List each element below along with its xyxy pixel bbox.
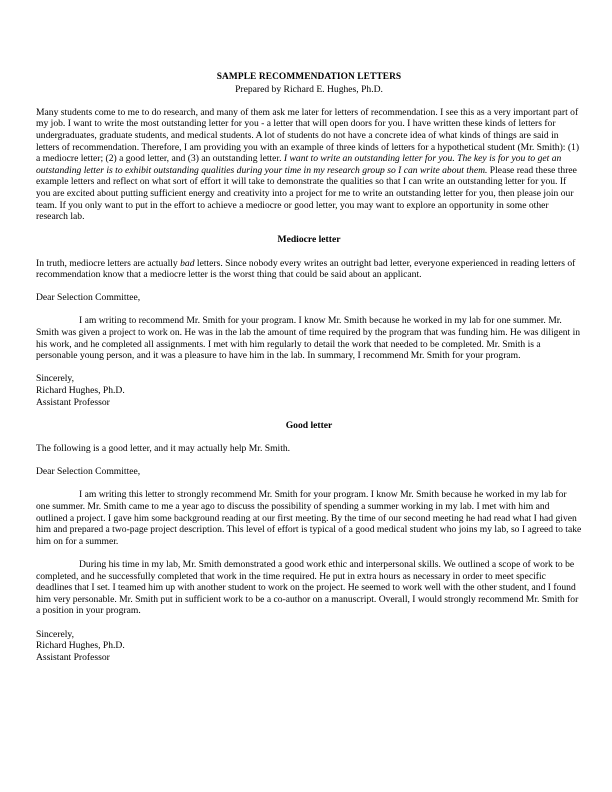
- intro-text-2: Please read these three example letters and reflect on what sort of effort it will take to demonstrate the qualities so that I can write an outstanding letter for you. If you are excited about putting sufficient energy and creativity into a project for me to write an outstanding letter for you, then please join our team. If you only want to put in the effort to achieve a mediocre or good letter, you may want to explore an opportunity in some other research lab.: [36, 164, 577, 223]
- intro-text-1: Many students come to me to do research, and many of them ask me later for letters of recommendation. I see this as a very important part of my job. I want to write the most outstanding letter for you - a letter that will open doors for you. I have written these kinds of letters for undergraduates, graduate students, and medical students. A lot of students do not have a concrete idea of what kinds of things are said in letters of recommendation. Therefore, I am providing you with an example of three kinds of letters for a hypothetical student (Mr. Smith): (1) a mediocre letter; (2) a good letter, and (3) an outstanding letter.: [36, 106, 580, 165]
- good-body-1: I am writing this letter to strongly recommend Mr. Smith for your program. I know Mr. Smith because he worked in my lab for one summer. Mr. Smith came to me a year ago to discuss the possibility of spending a summer working in my lab. I met with him and outlined a project. I gave him some background reading at our first meeting. By the time of our second meeting he had read what I had given him and prepared a two-page project description. This level of effort is typical of a good medical student who joins my lab, so I agreed to take him on for a summer.: [36, 489, 582, 547]
- mediocre-salutation: Dear Selection Committee,: [36, 292, 141, 304]
- mediocre-signer-title: Assistant Professor: [36, 396, 110, 408]
- good-heading: Good letter: [285, 419, 333, 431]
- good-salutation: Dear Selection Committee,: [36, 466, 141, 478]
- mediocre-intro-text-1: In truth, mediocre letters are actually: [36, 257, 181, 269]
- document-page: [36, 72, 582, 675]
- document-subtitle: Prepared by Richard E. Hughes, Ph.D.: [235, 83, 383, 95]
- mediocre-closing: Sincerely,: [36, 373, 75, 385]
- good-signature: [36, 629, 582, 664]
- mediocre-body: I am writing to recommend Mr. Smith for your program. I know Mr. Smith because he worked in my lab for one summer. Mr. Smith was given a project to work on. He was in the lab the amount of time required by the program that was funding him. He was diligent in his work, and he completed all assignments. I met with him regularly to detail the work that needed to be completed. Mr. Smith is a personable young person, and it was a pleasure to have him in the lab. In summary, I recommend Mr. Smith for your program.: [36, 315, 581, 362]
- mediocre-heading: Mediocre letter: [277, 234, 341, 246]
- mediocre-intro: [36, 258, 582, 281]
- mediocre-signature: [36, 373, 582, 408]
- good-signer: Richard Hughes, Ph.D.: [36, 640, 125, 652]
- good-intro: The following is a good letter, and it may actually help Mr. Smith.: [36, 443, 291, 454]
- mediocre-intro-text-2: letters. Since nobody every writes an outright bad letter, everyone experienced in reading letters of recommendation know that a mediocre letter is the worst thing that could be said about an applicant.: [36, 257, 576, 281]
- intro-italic: I want to write an outstanding letter for you. The key is for you to get an outstanding letter is to exhibit outstanding qualities during your time in my research group so I can write about them.: [36, 153, 562, 176]
- document-title: SAMPLE RECOMMENDATION LETTERS: [216, 72, 402, 82]
- intro-paragraph: [36, 107, 582, 223]
- good-signer-title: Assistant Professor: [36, 651, 110, 663]
- good-body-2: During his time in my lab, Mr. Smith demonstrated a good work ethic and interpersonal skills. We outlined a scope of work to be completed, and he successfully completed that work in the time required. He put in extra hours as necessary in order to meet specific deadlines that I set. I teamed him up with another student to work on the project. He seemed to work well with the other student, and I found him very personable. Mr. Smith put in sufficient work to be a co-author on a manuscript. Overall, I would strongly recommend Mr. Smith for a position in your program.: [36, 558, 579, 617]
- mediocre-intro-italic: bad: [180, 257, 195, 269]
- good-closing: Sincerely,: [36, 628, 75, 640]
- mediocre-signer: Richard Hughes, Ph.D.: [36, 385, 125, 397]
